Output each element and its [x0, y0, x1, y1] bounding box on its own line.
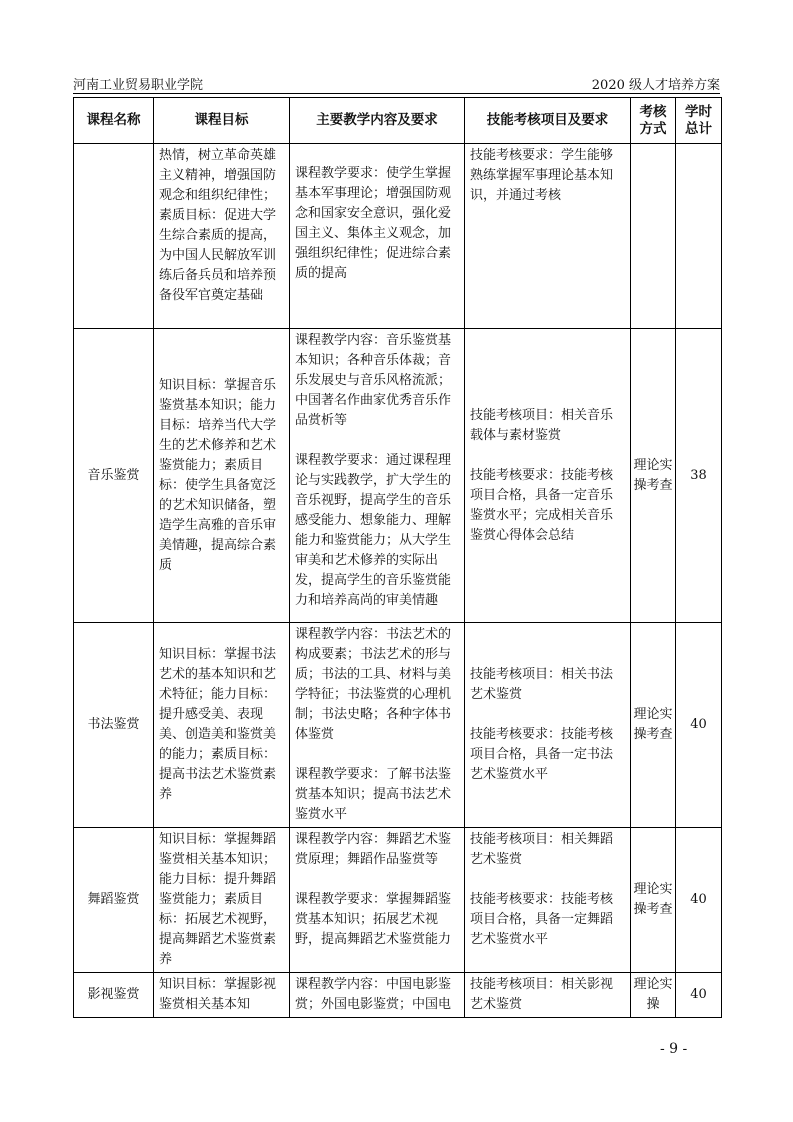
course-table — [73, 97, 722, 1018]
skill-req-text: 技能考核要求：技能考核项目合格，具备一定音乐鉴赏水平；完成相关音乐鉴赏心得体会总结 — [470, 467, 614, 543]
requirement-text: 课程教学要求：通过课程理论与实践教学，扩大学生的音乐视野，提高学生的音乐感受能力、想象能力、理解能力和鉴赏能力；从大学生审美和艺术修养的实际出发，提高学生的音乐鉴赏能力和培养高尚的审美情趣 — [295, 453, 452, 608]
course-content — [290, 144, 465, 329]
table-row — [74, 828, 722, 973]
col-header-assess — [631, 98, 676, 144]
course-assess — [631, 144, 676, 329]
skill-item-text: 技能考核项目：相关音乐载体与素材鉴赏 — [470, 407, 614, 443]
skill-item-text: 技能考核项目：相关书法艺术鉴赏 — [470, 667, 614, 702]
course-name: 舞蹈鉴赏 — [74, 828, 154, 973]
course-name: 影视鉴赏 — [74, 973, 154, 1018]
course-skill — [465, 973, 631, 1018]
course-skill — [465, 828, 631, 973]
course-goal: 热情，树立革命英雄主义精神，增强国防观念和组织纪律性；素质目标：促进大学生综合素质的提高，为中国人民解放军训练后备兵员和培养预备役军官奠定基础 — [154, 144, 290, 329]
header-rule — [73, 93, 720, 94]
course-name — [74, 144, 154, 329]
header-plan: 2020 级人才培养方案 — [591, 78, 720, 93]
content-text: 课程教学内容：音乐鉴赏基本知识；各种音乐体裁；音乐发展史与音乐风格流派；中国著名作曲家优秀音乐作品赏析等 — [295, 333, 452, 428]
page-number: - 9 - — [660, 1041, 688, 1057]
course-content — [290, 329, 465, 623]
col-header-hours-line1: 学时 — [685, 103, 712, 120]
course-assess: 理论实操 — [631, 973, 676, 1018]
course-goal: 知识目标：掌握书法艺术的基本知识和艺术特征；能力目标：提升感受美、表现美、创造美和鉴赏美的能力；素质目标：提高书法艺术鉴赏素养 — [154, 623, 290, 828]
course-hours: 40 — [676, 973, 722, 1018]
table-row — [74, 973, 722, 1018]
col-header-skill: 技能考核项目及要求 — [465, 98, 631, 144]
course-content — [290, 623, 465, 828]
skill-req-text: 技能考核要求：技能考核项目合格，具备一定舞蹈艺术鉴赏水平 — [470, 892, 614, 947]
table-row — [74, 623, 722, 828]
col-header-hours — [676, 98, 722, 144]
col-header-name: 课程名称 — [74, 98, 154, 144]
col-header-assess-line1: 考核 — [639, 103, 667, 120]
course-skill — [465, 144, 631, 329]
table-header-row — [74, 98, 722, 144]
course-goal: 知识目标：掌握音乐鉴赏基本知识；能力目标：培养当代大学生的艺术修养和艺术鉴赏能力；素质目标：使学生具备宽泛的艺术知识储备，塑造学生高雅的音乐审美情趣，提高综合素质 — [154, 329, 290, 623]
course-assess: 理论实操考查 — [631, 828, 676, 973]
course-assess: 理论实操考查 — [631, 623, 676, 828]
skill-req-text: 技能考核要求：学生能够熟练掌握军事理论基本知识，并通过考核 — [470, 148, 614, 203]
col-header-goal: 课程目标 — [154, 98, 290, 144]
course-hours: 40 — [676, 828, 722, 973]
course-assess: 理论实操考查 — [631, 329, 676, 623]
skill-item-text: 技能考核项目：相关舞蹈艺术鉴赏 — [470, 832, 614, 867]
col-header-hours-line2: 总计 — [685, 120, 712, 137]
course-name: 音乐鉴赏 — [74, 329, 154, 623]
course-goal: 知识目标：掌握舞蹈鉴赏相关基本知识；能力目标：提升舞蹈鉴赏能力；素质目标：拓展艺术视野，提高舞蹈艺术鉴赏素养 — [154, 828, 290, 973]
table-row — [74, 144, 722, 329]
col-header-assess-line2: 方式 — [639, 120, 667, 137]
course-name: 书法鉴赏 — [74, 623, 154, 828]
page-header — [73, 72, 720, 94]
course-hours — [676, 144, 722, 329]
course-goal: 知识目标：掌握影视鉴赏相关基本知 — [154, 973, 290, 1018]
requirement-text: 课程教学要求：使学生掌握基本军事理论；增强国防观念和国家安全意识，强化爱国主义、集体主义观念，加强组织纪律性；促进综合素质的提高 — [295, 166, 452, 281]
course-skill — [465, 329, 631, 623]
course-hours: 40 — [676, 623, 722, 828]
course-content — [290, 828, 465, 973]
content-text: 课程教学内容：中国电影鉴赏；外国电影鉴赏；中国电 — [295, 977, 452, 1012]
col-header-content: 主要教学内容及要求 — [290, 98, 465, 144]
header-school: 河南工业贸易职业学院 — [73, 78, 204, 93]
course-content — [290, 973, 465, 1018]
content-text: 课程教学内容：舞蹈艺术鉴赏原理；舞蹈作品鉴赏等 — [295, 832, 452, 867]
requirement-text: 课程教学要求：掌握舞蹈鉴赏基本知识；拓展艺术视野，提高舞蹈艺术鉴赏能力 — [295, 892, 452, 947]
course-skill — [465, 623, 631, 828]
content-text: 课程教学内容：书法艺术的构成要素；书法艺术的形与质；书法的工具、材料与美学特征；书法鉴赏的心理机制；书法史略；各种字体书体鉴赏 — [295, 627, 452, 742]
course-hours: 38 — [676, 329, 722, 623]
table-row — [74, 329, 722, 623]
skill-item-text: 技能考核项目：相关影视艺术鉴赏 — [470, 977, 614, 1012]
skill-req-text: 技能考核要求：技能考核项目合格，具备一定书法艺术鉴赏水平 — [470, 727, 614, 782]
requirement-text: 课程教学要求：了解书法鉴赏基本知识；提高书法艺术鉴赏水平 — [295, 767, 452, 822]
